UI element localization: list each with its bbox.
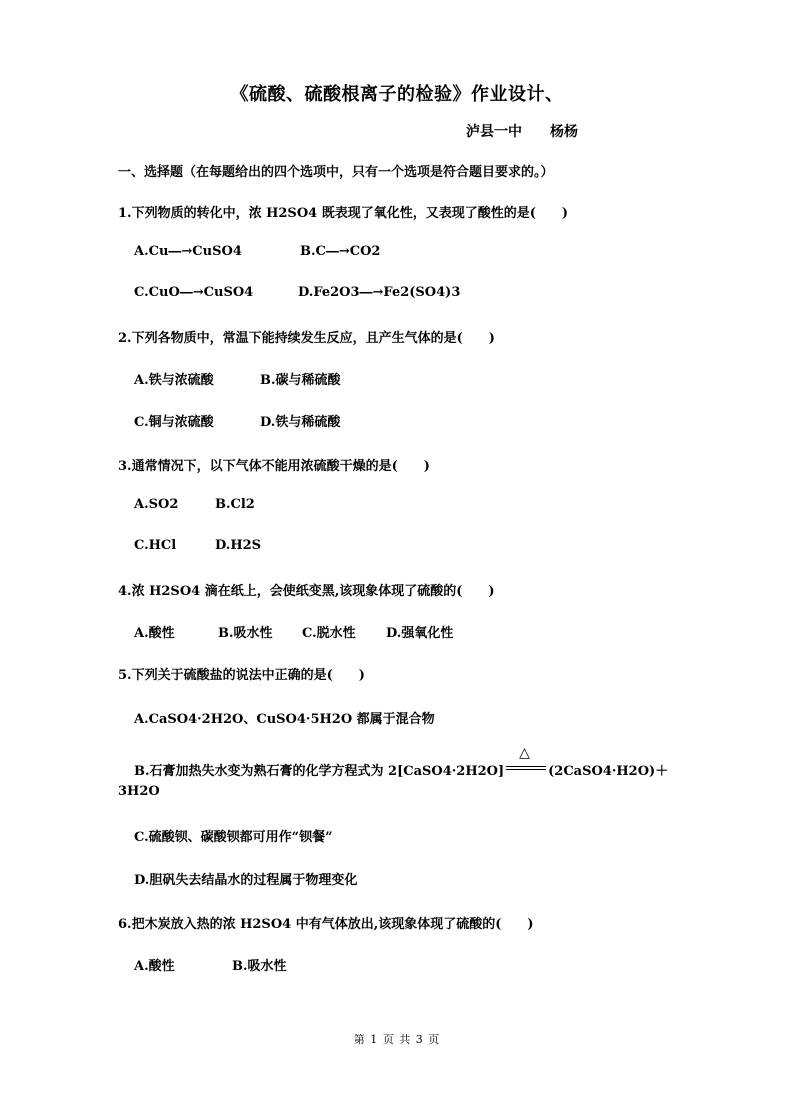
section-heading: 一、选择题（在每题给出的四个选项中，只有一个选项是符合题目要求的。） xyxy=(118,165,554,180)
question-4-option-d: D.强氧化性 xyxy=(386,626,454,641)
question-4-options-row xyxy=(134,622,453,641)
question-5-option-b-left: B.石膏加热失水变为熟石膏的化学方程式为 2[CaSO4·2H2O] xyxy=(134,764,505,779)
question-4-option-b: B.吸水性 xyxy=(218,626,273,641)
delta-heat-icon: △ xyxy=(519,745,530,761)
question-6-option-b: B.吸水性 xyxy=(232,959,287,974)
question-3-options-row-1 xyxy=(134,497,255,512)
question-1-option-a: A.Cu―→CuSO4 xyxy=(134,244,242,259)
question-3-options-row-2 xyxy=(134,538,261,553)
question-1-option-b: B.C―→CO2 xyxy=(300,244,381,259)
question-1-option-d: D.Fe2O3―→Fe2(SO4)3 xyxy=(298,285,461,300)
question-2-stem: 2.下列各物质中，常温下能持续发生反应，且产生气体的是( ) xyxy=(118,331,495,346)
equals-line-bottom xyxy=(506,769,546,770)
question-1-options-row-1 xyxy=(134,244,380,259)
question-4-option-a: A.酸性 xyxy=(134,626,175,641)
question-3-option-d: D.H2S xyxy=(215,538,262,553)
question-5-stem: 5.下列关于硫酸盐的说法中正确的是( ) xyxy=(118,668,365,683)
question-3-option-b: B.Cl2 xyxy=(215,497,255,512)
question-5-option-d: D.胆矾失去结晶水的过程属于物理变化 xyxy=(134,873,358,888)
question-2-options-row-1 xyxy=(134,369,341,388)
page-number-footer: 第 1 页 共 3 页 xyxy=(353,1033,441,1046)
question-6-option-a: A.酸性 xyxy=(134,959,175,974)
question-5-option-c: C.硫酸钡、碳酸钡都可用作“钡餐” xyxy=(134,830,333,845)
question-3-option-c: C.HCl xyxy=(134,538,177,553)
question-4-option-c: C.脱水性 xyxy=(302,626,356,641)
question-1-stem: 1.下列物质的转化中，浓 H2SO4 既表现了氧化性，又表现了酸性的是( ) xyxy=(118,206,569,221)
question-1-options-row-2 xyxy=(134,285,460,300)
question-2-options-row-2 xyxy=(134,411,340,430)
question-4-stem: 4.浓 H2SO4 滴在纸上，会使纸变黑,该现象体现了硫酸的( ) xyxy=(118,584,495,599)
question-5-option-b xyxy=(134,745,669,779)
question-2-option-b: B.碳与稀硫酸 xyxy=(260,373,341,388)
question-5-option-b-right: (2CaSO4·H2O)＋ xyxy=(548,764,669,779)
question-6-options-row xyxy=(134,955,287,974)
equals-line-top xyxy=(506,766,546,767)
question-3-stem: 3.通常情况下，以下气体不能用浓硫酸干燥的是( ) xyxy=(118,459,430,474)
question-3-option-a: A.SO2 xyxy=(134,497,179,512)
question-5-option-b-continued: 3H2O xyxy=(118,784,160,799)
question-6-stem: 6.把木炭放入热的浓 H2SO4 中有气体放出,该现象体现了硫酸的( ) xyxy=(118,917,534,932)
heating-equals-sign xyxy=(506,745,546,775)
question-2-option-a: A.铁与浓硫酸 xyxy=(134,373,214,388)
question-5-option-a: A.CaSO4·2H2O、CuSO4·5H2O 都属于混合物 xyxy=(134,712,435,727)
question-1-option-c: C.CuO―→CuSO4 xyxy=(134,285,254,300)
question-2-option-c: C.铜与浓硫酸 xyxy=(134,415,214,430)
author-line: 泸县一中 杨杨 xyxy=(466,124,578,140)
document-title: 《硫酸、硫酸根离子的检验》作业设计、 xyxy=(230,84,564,105)
question-2-option-d: D.铁与稀硫酸 xyxy=(260,415,341,430)
